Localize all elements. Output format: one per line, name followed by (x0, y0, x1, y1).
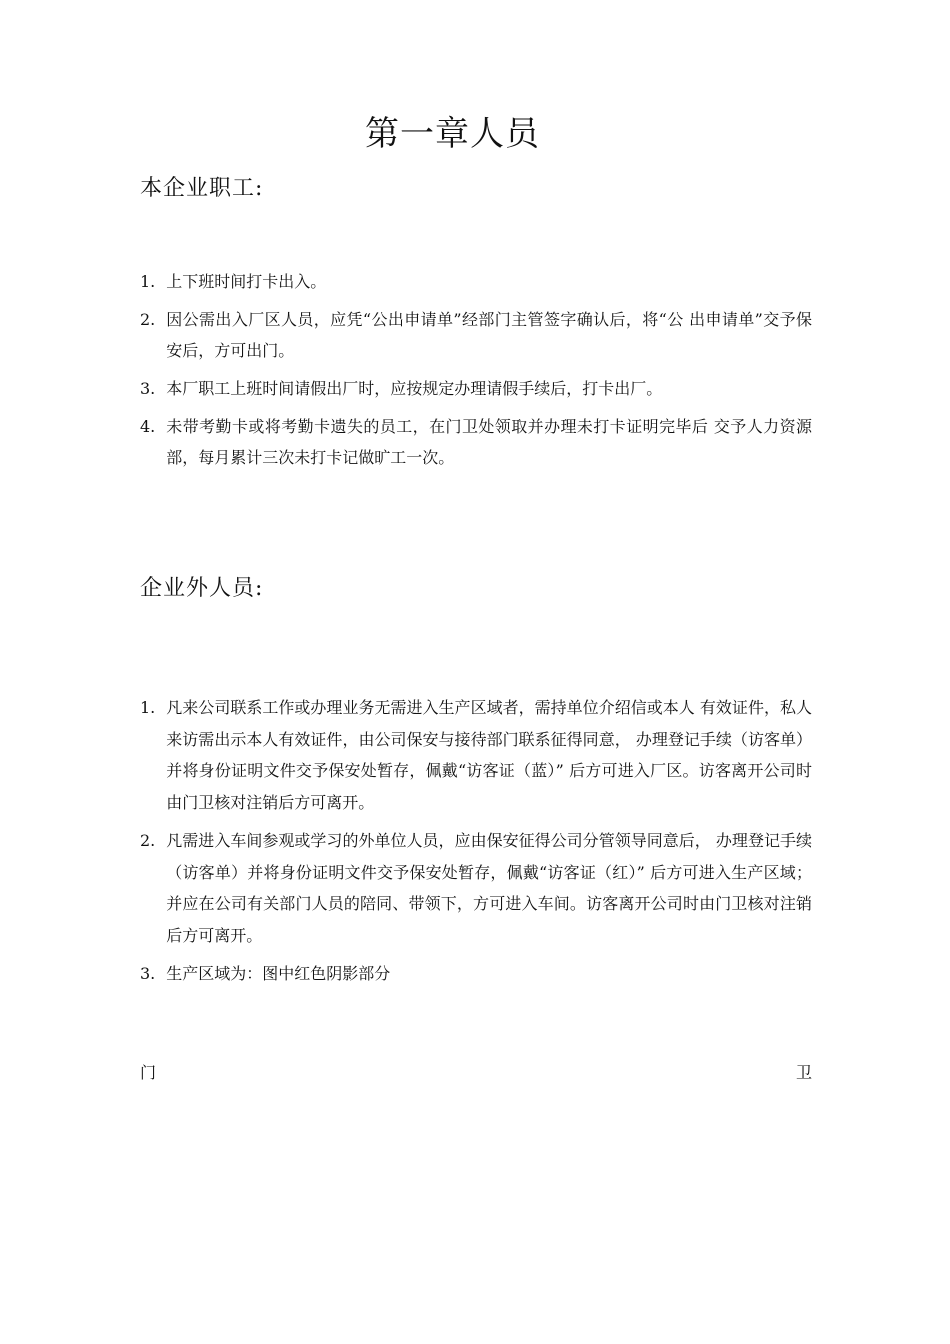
external-rules-list (140, 692, 812, 997)
list-item (140, 266, 812, 297)
section-heading-internal: 本企业职工: (140, 176, 264, 201)
internal-rules-list (140, 266, 812, 480)
item-number: 4. (140, 417, 156, 436)
gate-label-right: 卫 (796, 1063, 813, 1082)
list-item (140, 692, 812, 818)
item-number: 1. (140, 272, 156, 291)
item-text: 凡需进入车间参观或学习的外单位人员，应由保安征得公司分管领导同意后， 办理登记手续（访客单）并将身份证明文件交予保安处暂存，佩戴“访客证（红）” 后方可进入生产区域；并应在公司有关部门人员的陪同、带领下，方可进入车间。访客离开公司时由门卫核对注销后方可离开。 (166, 831, 812, 945)
chapter-title: 第一章人员 (365, 114, 540, 154)
list-item (140, 825, 812, 951)
gate-label-left: 门 (140, 1063, 157, 1082)
item-number: 2. (140, 310, 156, 329)
list-item (140, 411, 812, 473)
item-number: 3. (140, 964, 156, 983)
list-item (140, 373, 812, 404)
item-number: 1. (140, 698, 156, 717)
item-number: 2. (140, 831, 156, 850)
item-text: 上下班时间打卡出入。 (166, 272, 327, 291)
item-text: 因公需出入厂区人员，应凭“公出申请单”经部门主管签字确认后，将“公 出申请单”交予保安后，方可出门。 (166, 310, 812, 360)
item-text: 未带考勤卡或将考勤卡遗失的员工，在门卫处领取并办理未打卡证明完毕后 交予人力资源部，每月累计三次未打卡记做旷工一次。 (166, 417, 812, 467)
list-item (140, 304, 812, 366)
item-number: 3. (140, 379, 156, 398)
section-heading-external: 企业外人员: (140, 576, 264, 601)
item-text: 本厂职工上班时间请假出厂时，应按规定办理请假手续后，打卡出厂。 (166, 379, 663, 398)
list-item (140, 958, 812, 990)
item-text: 凡来公司联系工作或办理业务无需进入生产区域者，需持单位介绍信或本人 有效证件，私人来访需出示本人有效证件，由公司保安与接待部门联系征得同意， 办理登记手续（访客单）并将身份证明文件交予保安处暂存，佩戴“访客证（蓝）” 后方可进入厂区。访客离开公司时由门卫核对注销后方可离开。 (166, 698, 812, 812)
item-text: 生产区域为：图中红色阴影部分 (166, 964, 391, 983)
